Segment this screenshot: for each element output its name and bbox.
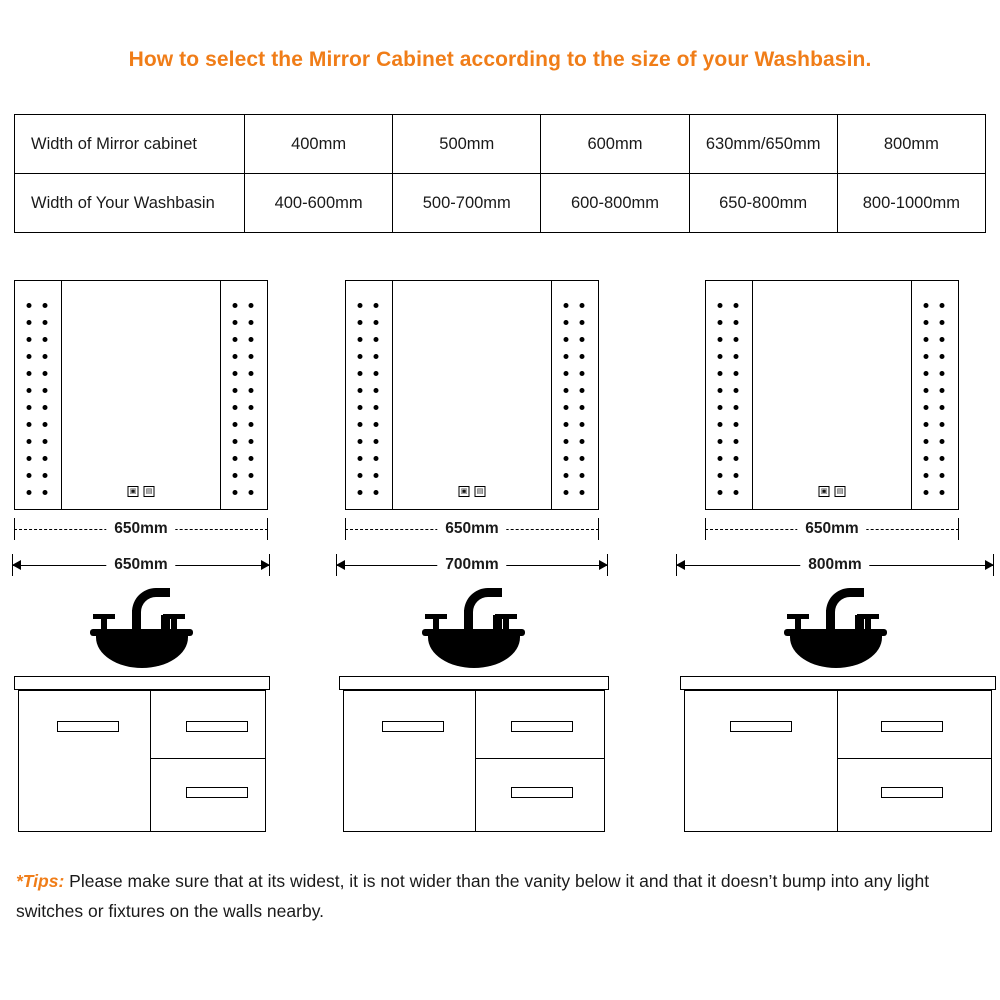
vanity-horizontal-divider	[837, 758, 991, 759]
tap-right-handle	[857, 614, 879, 619]
cabinet-touch-controls[interactable]	[819, 486, 846, 497]
vanity-horizontal-divider	[150, 758, 265, 759]
washbasin-3	[778, 602, 893, 668]
cell-mirror-630-650: 630mm/650mm	[689, 115, 837, 174]
tips-text: Please make sure that at its widest, it is not wider than the vanity below it and that it doesn’t bump into any light switches or fixtures on the walls nearby.	[16, 871, 930, 921]
row-header-washbasin: Width of Your Washbasin	[15, 174, 245, 233]
tap-left-handle	[93, 614, 115, 619]
drawer-handle-right-top[interactable]	[881, 721, 943, 732]
cabinet-right-panel	[220, 281, 267, 509]
cell-mirror-600: 600mm	[541, 115, 689, 174]
demister-icon[interactable]: ▤	[475, 486, 486, 497]
page-title: How to select the Mirror Cabinet according to the size of your Washbasin.	[128, 48, 872, 71]
cabinet-right-panel	[911, 281, 958, 509]
dimension-vanity-2-label: 700mm	[437, 556, 506, 574]
dimension-cabinet-2	[345, 518, 599, 540]
cabinet-right-panel	[551, 281, 598, 509]
table-row	[15, 174, 986, 233]
washbasin-1	[84, 602, 199, 668]
dimension-vanity-3-label: 800mm	[800, 556, 869, 574]
cell-mirror-500: 500mm	[393, 115, 541, 174]
light-switch-icon[interactable]: ▣	[819, 486, 830, 497]
dimension-vanity-1-label: 650mm	[106, 556, 175, 574]
vanity-vertical-divider	[475, 691, 476, 831]
drawer-handle-left[interactable]	[382, 721, 444, 732]
led-dot-grid-right	[233, 303, 256, 507]
vanity-body	[684, 690, 992, 832]
dimension-cabinet-1	[14, 518, 268, 540]
drawer-handle-right-bottom[interactable]	[186, 787, 248, 798]
cell-mirror-400: 400mm	[245, 115, 393, 174]
vanity-unit-1	[14, 676, 270, 832]
row-header-mirror-cabinet: Width of Mirror cabinet	[15, 115, 245, 174]
cell-basin-650-800: 650-800mm	[689, 174, 837, 233]
vanity-body	[343, 690, 605, 832]
vanity-countertop	[680, 676, 996, 690]
led-dot-grid-left	[27, 303, 50, 507]
vanity-vertical-divider	[150, 691, 151, 831]
diagram-group-3	[666, 272, 996, 842]
cell-basin-800-1000: 800-1000mm	[837, 174, 985, 233]
diagram-columns	[0, 272, 1000, 842]
drawer-handle-left[interactable]	[730, 721, 792, 732]
dimension-cabinet-2-label: 650mm	[437, 520, 506, 538]
tips-note	[16, 866, 982, 926]
vanity-unit-2	[339, 676, 609, 832]
tips-label: *Tips:	[16, 871, 65, 891]
tap-right-handle	[163, 614, 185, 619]
demister-icon[interactable]: ▤	[835, 486, 846, 497]
tap-left-handle	[425, 614, 447, 619]
diagram-group-1	[6, 272, 336, 842]
drawer-handle-right-bottom[interactable]	[881, 787, 943, 798]
dimension-cabinet-3-label: 650mm	[797, 520, 866, 538]
cell-mirror-800: 800mm	[837, 115, 985, 174]
led-dot-grid-right	[924, 303, 947, 507]
mirror-cabinet-1	[14, 280, 268, 510]
cabinet-left-panel	[346, 281, 393, 509]
dimension-vanity-1	[12, 554, 270, 576]
light-switch-icon[interactable]: ▣	[128, 486, 139, 497]
vanity-vertical-divider	[837, 691, 838, 831]
drawer-handle-right-bottom[interactable]	[511, 787, 573, 798]
led-dot-grid-left	[718, 303, 741, 507]
vanity-countertop	[339, 676, 609, 690]
cell-basin-600-800: 600-800mm	[541, 174, 689, 233]
led-dot-grid-right	[564, 303, 587, 507]
diagram-group-2	[336, 272, 666, 842]
drawer-handle-right-top[interactable]	[511, 721, 573, 732]
size-table	[14, 114, 986, 233]
dimension-cabinet-3	[705, 518, 959, 540]
tap-left-handle	[787, 614, 809, 619]
cabinet-touch-controls[interactable]	[459, 486, 486, 497]
washbasin-2	[416, 602, 531, 668]
basin-bowl	[790, 634, 882, 668]
light-switch-icon[interactable]: ▣	[459, 486, 470, 497]
basin-bowl	[96, 634, 188, 668]
vanity-unit-3	[680, 676, 996, 832]
tap-right-handle	[495, 614, 517, 619]
cabinet-left-panel	[15, 281, 62, 509]
led-dot-grid-left	[358, 303, 381, 507]
vanity-body	[18, 690, 266, 832]
table-row	[15, 115, 986, 174]
dimension-vanity-3	[676, 554, 994, 576]
cabinet-left-panel	[706, 281, 753, 509]
cabinet-touch-controls[interactable]	[128, 486, 155, 497]
dimension-cabinet-1-label: 650mm	[106, 520, 175, 538]
cell-basin-400-600: 400-600mm	[245, 174, 393, 233]
drawer-handle-right-top[interactable]	[186, 721, 248, 732]
demister-icon[interactable]: ▤	[144, 486, 155, 497]
vanity-horizontal-divider	[475, 758, 604, 759]
vanity-countertop	[14, 676, 270, 690]
mirror-cabinet-2	[345, 280, 599, 510]
mirror-cabinet-3	[705, 280, 959, 510]
dimension-vanity-2	[336, 554, 608, 576]
basin-bowl	[428, 634, 520, 668]
drawer-handle-left[interactable]	[57, 721, 119, 732]
cell-basin-500-700: 500-700mm	[393, 174, 541, 233]
